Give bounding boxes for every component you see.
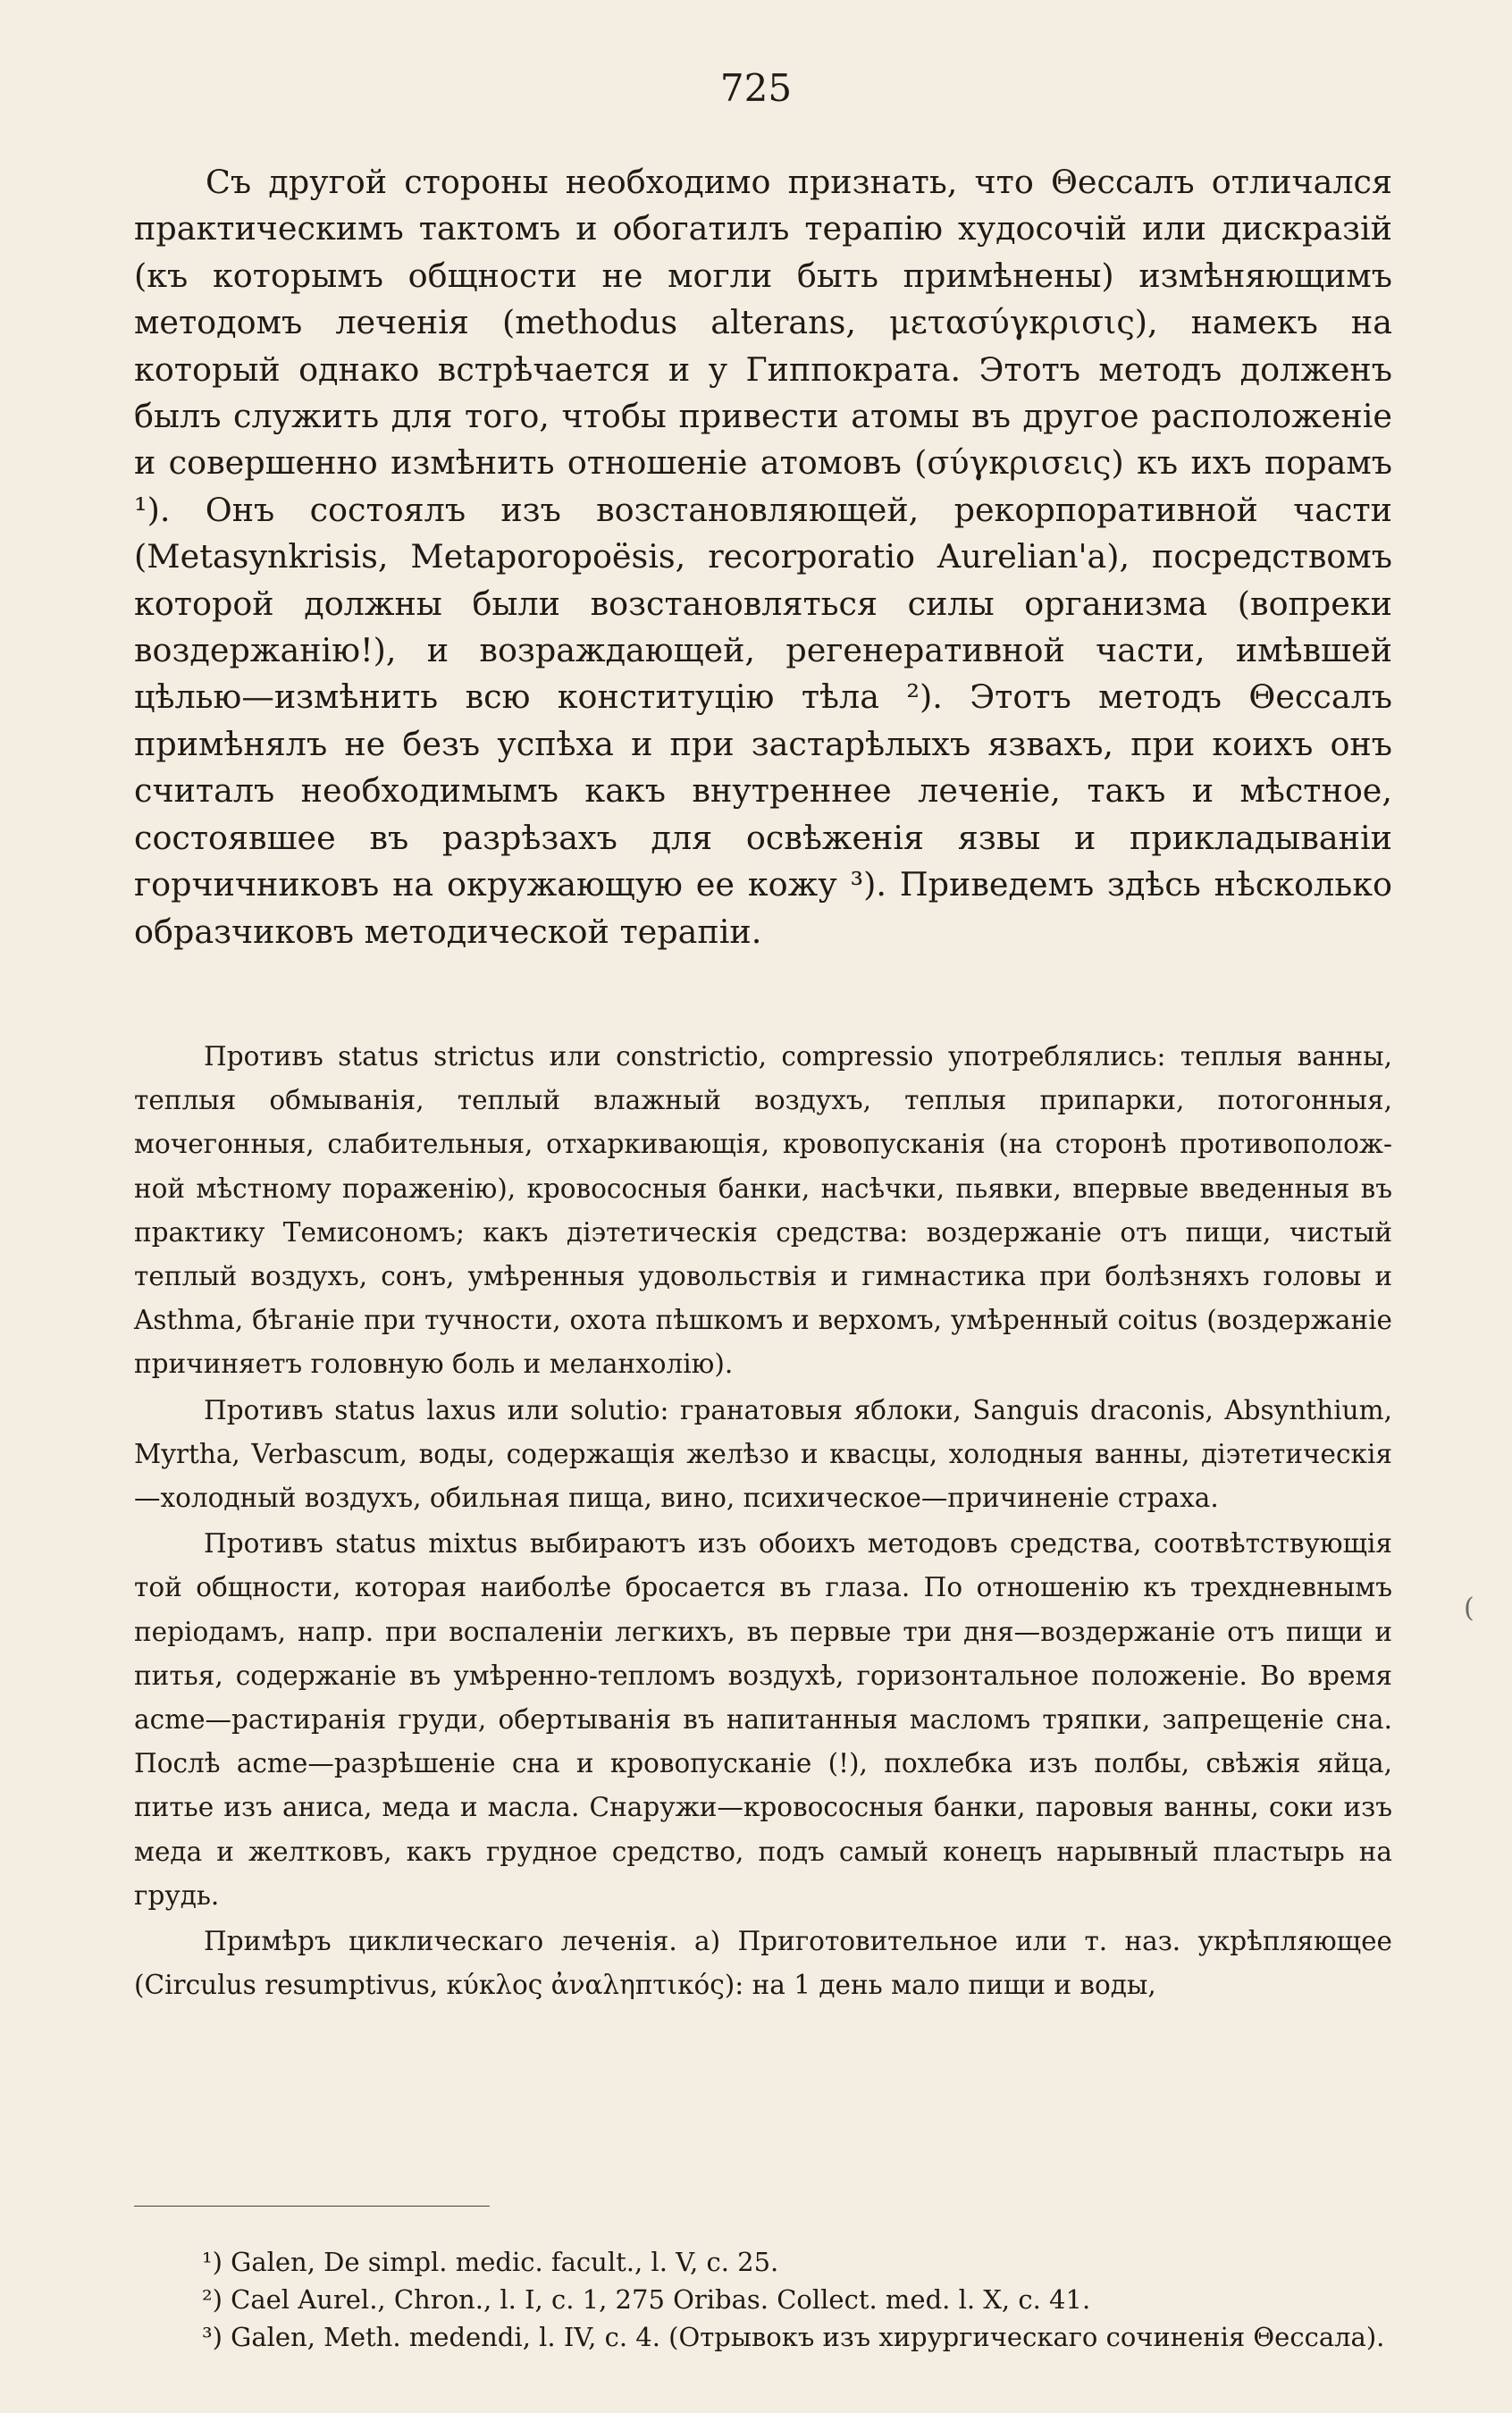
footnotes [134,2243,1392,2356]
small-print-section [134,1035,1392,2007]
paragraph-status-strictus: Противъ status strictus или constrictio, compressio употреблялись: теплыя ванны, теплыя обмыванія, теплый влажный воздухъ, теплыя припарки, потогонныя, мочегонныя, слабительныя, отхаркивающія, кровопусканія (на сторонѣ противоположной мѣстному пораженію), кровососныя банки, насѣчки, пьявки, впервые введенныя въ практику Темисономъ; какъ діэтетическія средства: воздержаніе отъ пищи, чистый теплый воздухъ, сонъ, умѣренныя удовольствія и гимнастика при болѣзняхъ головы и Asthma, бѣганіе при тучности, охота пѣшкомъ и верхомъ, умѣренный coitus (воздержаніе причиняетъ головную боль и меланхолію). [134,1041,1392,1380]
footnote-2: ²) Cael Aurel., Chron., l. I, c. 1, 275 Oribas. Collect. med. l. X, c. 41. [202,2284,1091,2315]
footnote-divider [134,2206,490,2207]
footnote-3: ³) Galen, Meth. medendi, l. IV, c. 4. (Отрывокъ изъ хирургическаго сочиненія Θессала). [202,2322,1385,2352]
paragraph-status-mixtus: Противъ status mixtus выбираютъ изъ обоихъ методовъ средства, соотвѣтствующія той общности, которая наиболѣе бросается въ глаза. По отношенію къ трехдневнымъ періодамъ, напр. при воспаленіи легкихъ, въ первые три дня—воздержаніе отъ пищи и питья, содержаніе въ умѣренно-тепломъ воздухѣ, горизонтальное положеніе. Во время acme—растиранія груди, обертыванія въ напитанныя масломъ тряпки, запрещеніе сна. Послѣ acme—разрѣшеніе сна и кровопусканіе (!), похлебка изъ полбы, свѣжія яйца, питье изъ аниса, меда и масла. Снаружи—кровососныя банки, паровыя ванны, соки изъ меда и желтковъ, какъ грудное средство, подъ самый конецъ нарывный пластырь на грудь. [134,1528,1392,1911]
footnote-1: ¹) Galen, De simpl. medic. facult., l. V, c. 25. [202,2247,779,2277]
main-text [134,159,1392,955]
paragraph-cyclic-treatment: Примѣръ циклическаго леченія. а) Приготовительное или т. наз. укрѣпляющее (Circulus resumptivus, κύκλος ἀναληπτικός): на 1 день мало пищи и воды, [134,1926,1392,2001]
page-number: 725 [719,66,793,110]
paragraph-status-laxus: Противъ status laxus или solutio: гранатовыя яблоки, Sanguis draconis, Absynthium, Myrtha, Verbascum, воды, содержащія желѣзо и квасцы, холодныя ванны, діэтетическія—холодный воздухъ, обильная пища, вино, психическое—причиненіе страха. [134,1394,1392,1514]
paragraph-thessalus-methods: Съ другой стороны необходимо признать, что Θессалъ отличался практическимъ тактомъ и обогатилъ терапію худосочій или дискразій (къ которымъ общности не могли быть примѣнены) измѣняющимъ методомъ леченія (methodus alterans, μετασύγκρισις), намекъ на который однако встрѣчается и у Гиппократа. Этотъ методъ долженъ былъ служить для того, чтобы привести атомы въ другое расположеніе и совершенно измѣнить отношеніе атомовъ (σύγκρισεις) къ ихъ порамъ ¹). Онъ состоялъ изъ возстановляющей, рекорпоративной части (Metasynkrisis, Metaporopoësis, recorporatio Aurelian'a), посредствомъ которой должны были возстановляться силы организма (вопреки воздержанію!), и возраждающей, регенеративной части, имѣвшей цѣлью—измѣнить всю конституцію тѣла ²). Этотъ методъ Θессалъ примѣнялъ не безъ успѣха и при застарѣлыхъ язвахъ, при коихъ онъ считалъ необходимымъ какъ внутреннее леченіе, такъ и мѣстное, состоявшее въ разрѣзахъ для освѣженія язвы и прикладываніи горчичниковъ на окружающую ее кожу ³). Приведемъ здѣсь нѣсколько образчиковъ методической терапіи. [134,163,1392,951]
margin-mark: ( [1464,1593,1474,1624]
